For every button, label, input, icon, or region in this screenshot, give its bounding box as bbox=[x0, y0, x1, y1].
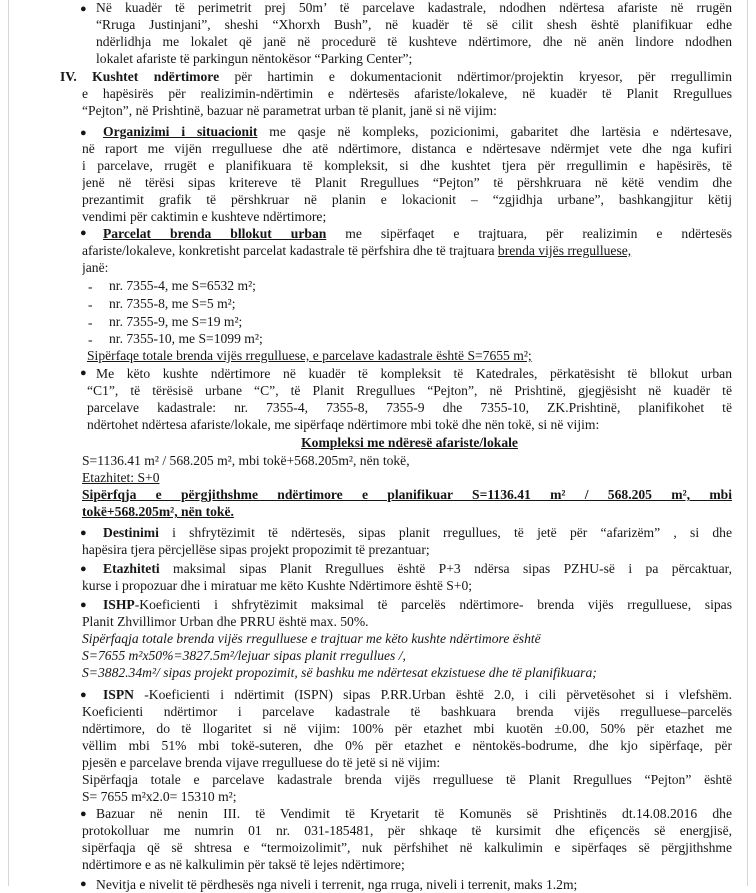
dash-marker: - bbox=[88, 279, 93, 294]
text-line: janë: bbox=[82, 260, 109, 275]
term-heading: Destinimi bbox=[103, 525, 159, 540]
text-line: në raport me vijën rregulluese dhe atë ndërtimore, distanca e ndërtesave ndërmjet vete dhe nga kufiri bbox=[82, 141, 732, 156]
text-line: kurse i propozuar dhe i miratuar me këto Kushte Ndërtimore është S+0; bbox=[82, 578, 473, 593]
text-line: Etazhiteti maksimal sipas Planit Rregullues është P+3 ndërsa sipas PZHU-së i pa përcaktuar, bbox=[103, 561, 732, 576]
term-heading: Parcelat brenda bllokut urban bbox=[103, 226, 327, 241]
parcel-item: nr. 7355-8, me S=5 m²; bbox=[109, 296, 236, 311]
total-area-line: Sipërfaqe totale brenda vijës rregulluese, e parcelave kadastrale është S=7655 m²; bbox=[87, 348, 532, 363]
text-line: i parcelave, rrugët e planifikuara të kompleksit, si dhe kushtet tjera për rregullimin e hapësirës, të bbox=[82, 158, 732, 173]
text-line: ISHP-Koeficienti i shfrytëzimit maksimal të parcelës ndërtimore- brenda vijës rregulluese, sipas bbox=[103, 597, 732, 612]
bullet-icon: ● bbox=[80, 878, 87, 890]
bullet-icon: ● bbox=[80, 563, 87, 575]
scan-edge-left bbox=[8, 0, 9, 886]
text-line: vëllim mbi 51% mbi tokë-suteren, dhe 0% për etazhet e nëntokës-bodrume, dhe kjo sipërfaqe, për bbox=[82, 738, 732, 753]
term-heading: Etazhiteti bbox=[103, 561, 160, 576]
dash-marker: - bbox=[88, 332, 93, 347]
parcel-item: nr. 7355-10, me S=1099 m²; bbox=[109, 331, 263, 346]
text-line: ndërtimore, do të llogaritet si në vijim: 100% për etazhet mbi kuotën ±0.00, 50% për etazhet me bbox=[82, 721, 732, 736]
bullet-icon: ● bbox=[80, 527, 87, 539]
bullet-icon: ● bbox=[80, 689, 87, 701]
text-line: S=1136.41 m² / 568.205 m², mbi tokë+568.205m², nën tokë, bbox=[82, 453, 410, 468]
text-line: Sipërfaqja totale e parcelave kadastrale brenda vijës rregulluese të Planit Rregullues “Pejton” është bbox=[82, 772, 732, 787]
section-heading: IV. Kushtet ndërtimore bbox=[60, 69, 220, 84]
floors-line: Etazhitet: S+0 bbox=[82, 470, 160, 485]
text-line: e hapësirës për realizimin-ndërtimin e ndërtesës afariste/lokaleve, në kuadër të Planit Rregullues bbox=[82, 86, 732, 101]
text-line: lokalet afariste të parkingun nëntokësor “Parking Center”; bbox=[96, 51, 413, 66]
text-line: S=7655 m²x50%=3827.5m²/lejuar sipas planit rregullues /, bbox=[82, 648, 406, 663]
text-line: Bazuar në nenin III. të Vendimit të Kryetarit të Komunës së Prishtinës dt.14.08.2016 dhe bbox=[96, 806, 732, 821]
text-line: hapësira tjera përcjellëse sipas projekt propozimit të prezantuar; bbox=[82, 542, 430, 557]
bullet-icon: ● bbox=[80, 599, 87, 611]
dash-marker: - bbox=[88, 315, 93, 330]
bullet-icon: ● bbox=[80, 808, 87, 820]
text-line: pjesën e parcelave brenda vijave rregulluese do të jetë si në vijim: bbox=[82, 755, 441, 770]
text-line: Destinimi i shfrytëzimit të ndërtesës, sipas planit rregullues, të jetë për “afarizëm” , si dhe bbox=[103, 525, 732, 540]
text-line: Në kuadër të perimetrit prej 50m’ të parcelave kadastrale, ndodhen ndërtesa afariste në rrugën bbox=[96, 0, 732, 15]
text-line: S= 7655 m²x2.0= 15310 m²; bbox=[82, 789, 237, 804]
term-heading: ISPN bbox=[103, 687, 134, 702]
text-line: prezantimit grafik të përshkruar në planin e lokacionit – “zgjidhja urbane”, bashkangjitur këtij bbox=[82, 192, 732, 207]
text-line: Nevitja e nivelit të përdhesës nga niveli i terrenit, nga rruga, niveli i terrenit, maks 1.2m; bbox=[96, 877, 578, 892]
parcel-item: nr. 7355-4, me S=6532 m²; bbox=[109, 278, 256, 293]
text-line: S=3882.34m²/ sipas projekt propozimit, së bashku me ndërtesat ekzistuese dhe të planifikuara; bbox=[82, 665, 597, 680]
text-line: “Pejton”, në Prishtinë, bazuar në parametrat urban të planit, janë si në vijim: bbox=[82, 103, 497, 118]
complex-heading: Kompleksi me ndëresë afariste/lokale bbox=[301, 435, 518, 450]
text-line: “Rruga Justinjani”, sheshi “Xhorxh Bush”, në kuadër të së cilit shesh është planifikuar edhe bbox=[96, 17, 732, 32]
text-line: parcelave kadastrale: nr. 7355-4, 7355-8, 7355-9 dhe 7355-10, ZK.Prishtinë, planifikohet të bbox=[87, 400, 732, 415]
text-line: ndërtohet ndërtesa afariste/lokale, me sipërfaqe ndërtimore mbi tokë dhe nën tokë, si në vijim: bbox=[87, 417, 600, 432]
text-line: Parcelat brenda bllokut urban me sipërfaqet e trajtuara, për realizimin e ndërtesës bbox=[103, 226, 732, 241]
scan-edge-right bbox=[747, 0, 748, 886]
bullet-icon: ● bbox=[80, 3, 87, 15]
text-line: Koeficienti ndërtimor i parcelave kadastrale të bashkuara brenda vijës rregulluese–parcelës bbox=[82, 704, 732, 719]
text-line: Sipërfaqja totale brenda vijës rregulluese e trajtuar me këto kushte ndërtimore është bbox=[82, 631, 541, 646]
term-heading: ISHP bbox=[103, 597, 135, 612]
text-line: ISPN -Koeficienti i ndërtimit (ISPN) sipas P.RR.Urban është 2.0, i cili përvetësohet si i vlefshëm. bbox=[103, 687, 732, 702]
parcel-item: nr. 7355-9, me S=19 m²; bbox=[109, 314, 243, 329]
text-line: ndërlidhja me lokalet që janë në procedurë të kushteve ndërtimore, dhe në anën lindore ndodhen bbox=[96, 34, 732, 49]
total-construction-area-cont: tokë+568.205m², nën tokë. bbox=[82, 504, 234, 519]
section-heading-line: IV. Kushtet ndërtimore për hartimin e dokumentacionit ndërtimor/projektin kryesor, për rregullimin bbox=[60, 69, 732, 84]
dash-marker: - bbox=[88, 297, 93, 312]
text-line: vendimi për caktimin e kushteve ndërtimore; bbox=[82, 209, 327, 224]
text-line: Me këto kushte ndërtimore në kuadër të kompleksit të Katedrales, përkatësisht të bllokut urban bbox=[96, 366, 732, 381]
text-line: protokolluar me numrin 01 nr. 031-185481, për shkaqe të kursimit dhe efiçencës së energjisë, bbox=[82, 823, 732, 838]
text-line: ndërtimore e as në kalkulimin për taksë të lejes ndërtimore; bbox=[82, 857, 405, 872]
text-line: Organizimi i situacionit me qasje në kompleks, pozicionimi, gabaritet dhe lartësia e ndërtesave, bbox=[103, 124, 732, 139]
term-heading: Organizimi i situacionit bbox=[103, 124, 258, 139]
text-line: jenë në tërësi sipas kritereve të Planit Rregullues “Pejton” të përshkruara në këtë vendim dhe bbox=[82, 175, 732, 190]
bullet-icon: ● bbox=[80, 227, 87, 239]
total-construction-area: Sipërfqja e përgjithshme ndërtimore e planifikuar S=1136.41 m² / 568.205 m², mbi bbox=[82, 487, 732, 502]
text-line: afariste/lokaleve, konkretisht parcelat kadastrale të përfshira dhe të trajtuara brenda vijës rregulluese, bbox=[82, 243, 632, 258]
text-line: sipërfaqja që së shtresa e “termoizolimit”, nuk përfshihet në kalkulimin e sipërfaqes së përgjithshme bbox=[82, 840, 732, 855]
text-line: “C1”, të tërësisë urbane “C”, të Planit Rregullues “Pejton”, në Prishtinë, gjegjësisht në kuadër të bbox=[87, 383, 732, 398]
bullet-icon: ● bbox=[80, 367, 87, 379]
bullet-icon: ● bbox=[80, 127, 87, 139]
text-line: Planit Zhvillimor Urban dhe PRRU është max. 50%. bbox=[82, 614, 369, 629]
